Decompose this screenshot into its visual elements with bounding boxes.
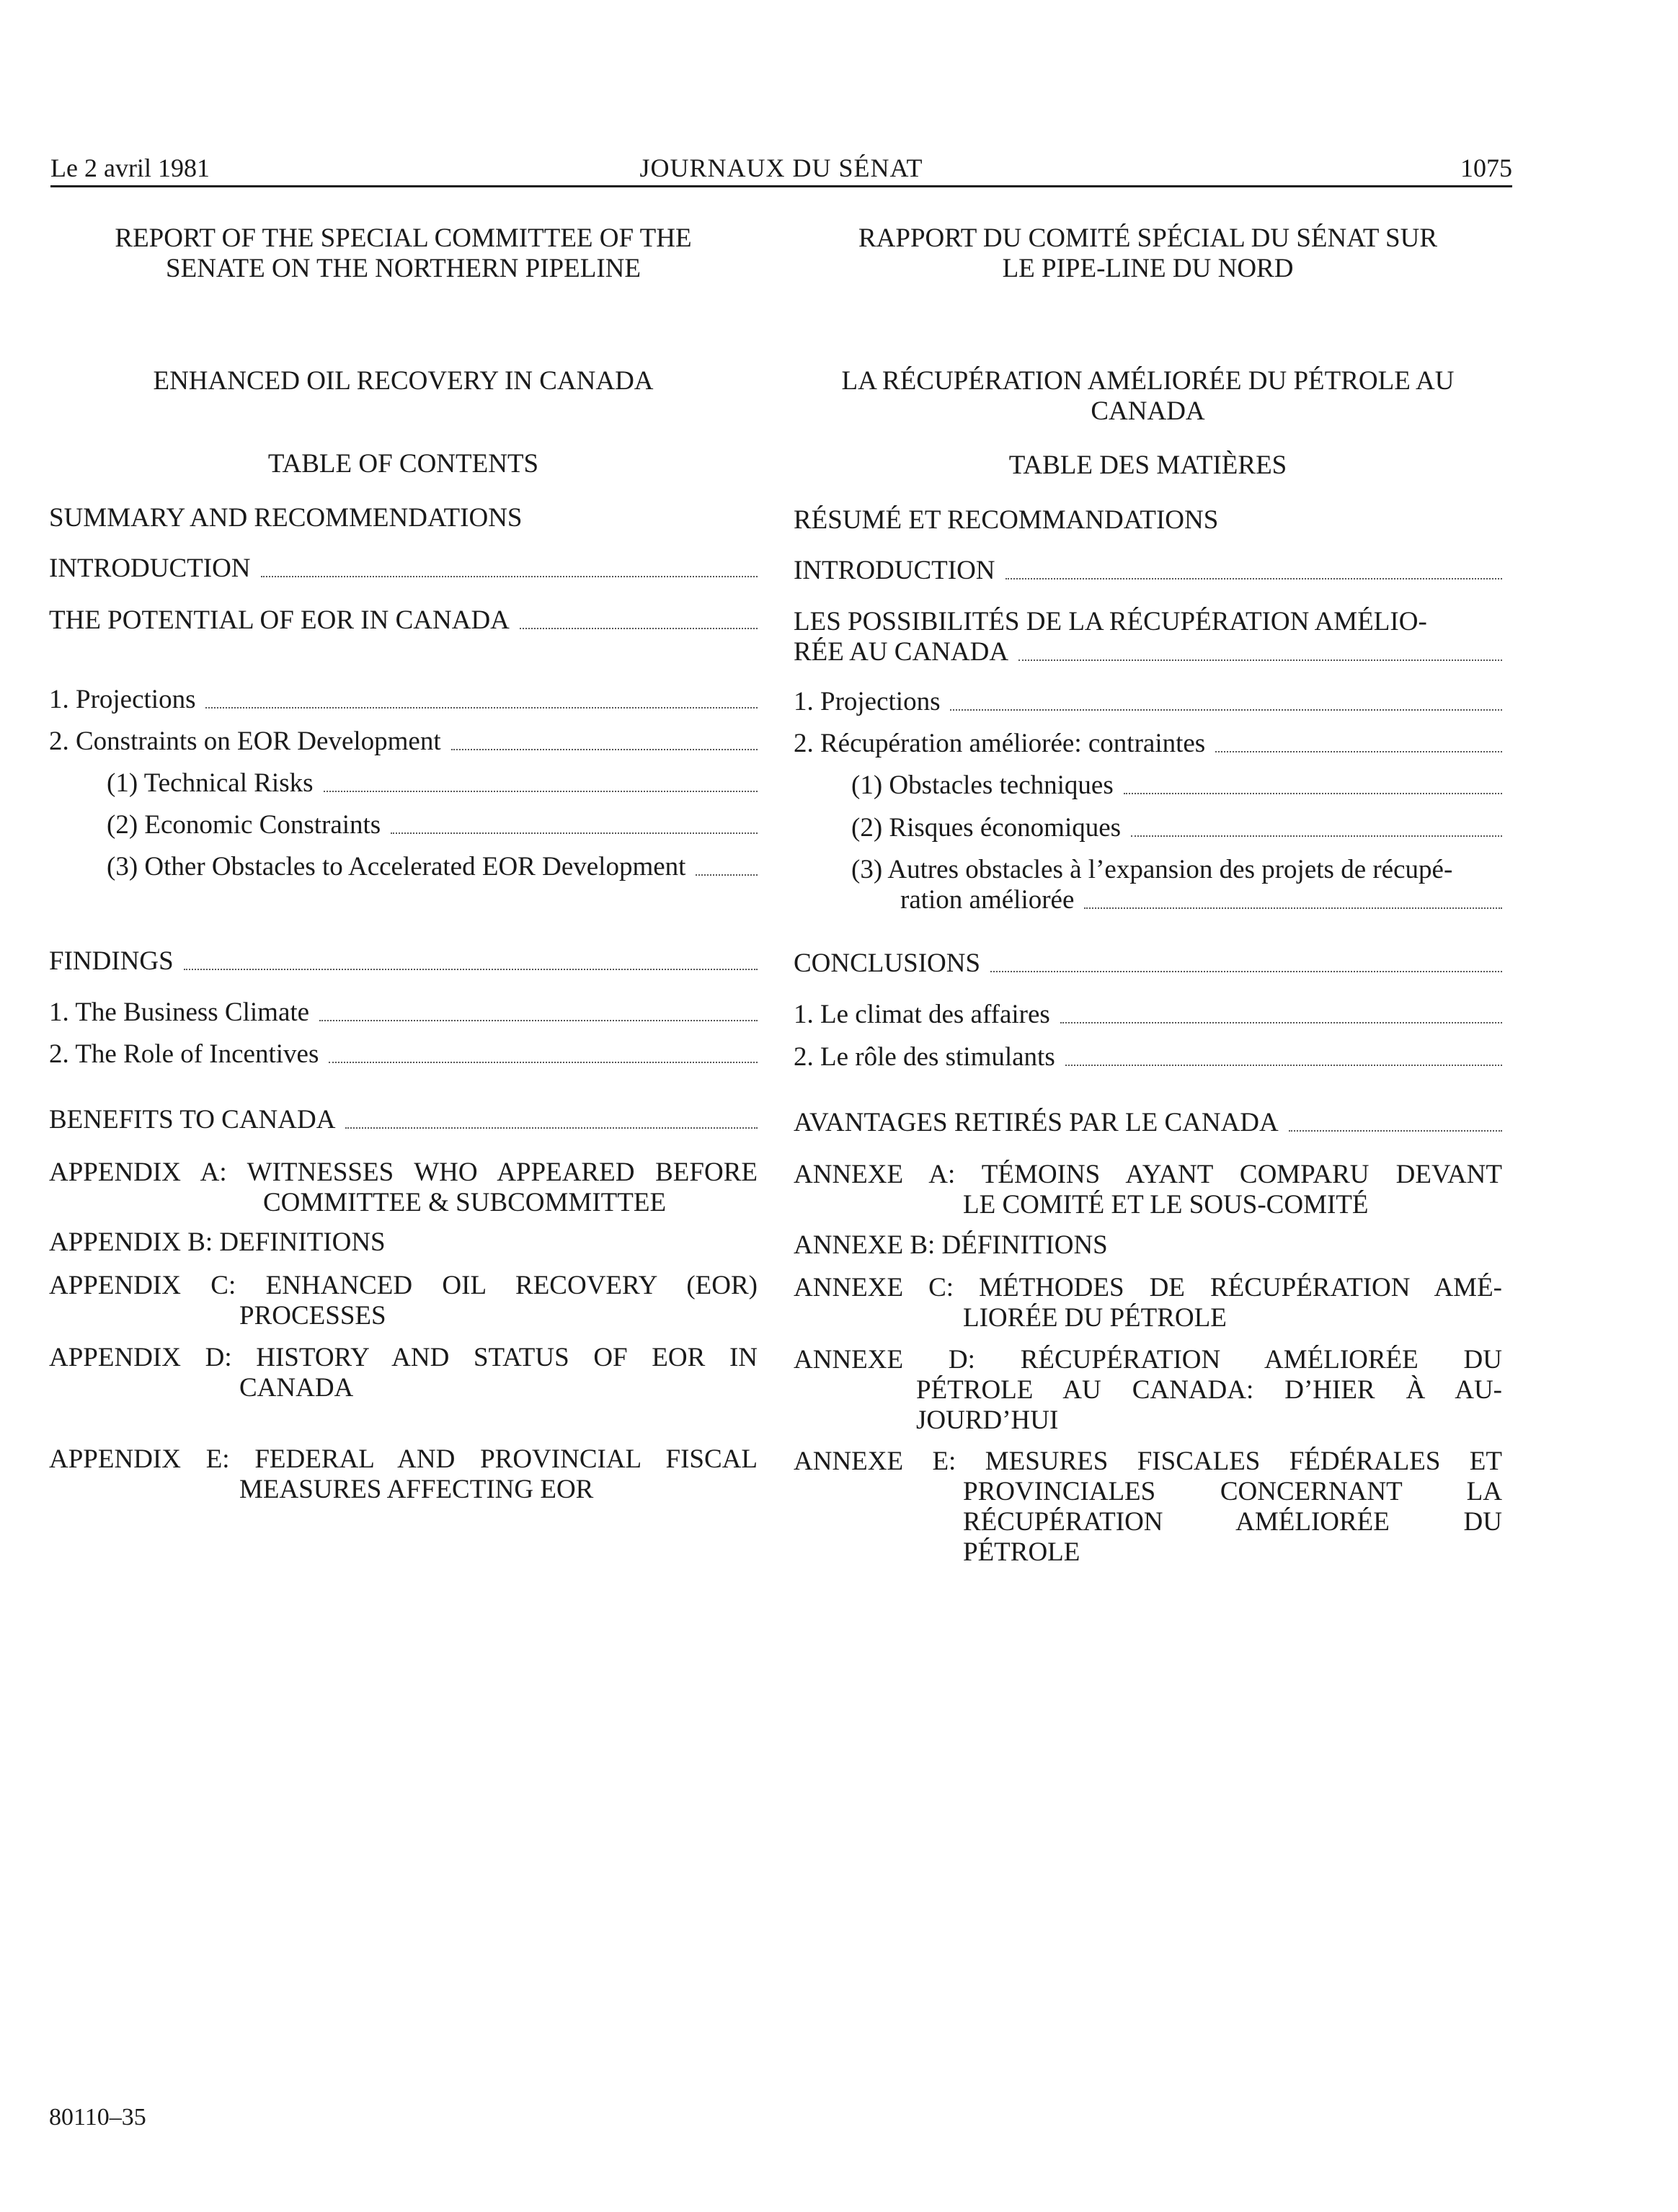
toc-summary-fr: RÉSUMÉ ET RECOMMANDATIONS	[794, 505, 1219, 535]
leader-dots	[1006, 578, 1502, 579]
header-date: Le 2 avril 1981	[50, 154, 210, 182]
toc-appendix-a-en: APPENDIX A: WITNESSES WHO APPEARED BEFORE COMMITTEE & SUBCOMMITTEE	[49, 1158, 758, 1217]
leader-dots	[1018, 659, 1502, 661]
print-code: 80110–35	[49, 2104, 146, 2131]
toc-annex-c-fr: ANNEXE C: MÉTHODES DE RÉCUPÉRATION AMÉ- LIORÉE DU PÉTROLE	[794, 1273, 1502, 1333]
header-rule	[50, 185, 1512, 187]
toc-heading-fr: TABLE DES MATIÈRES	[1008, 450, 1287, 480]
leader-dots	[329, 1062, 758, 1063]
toc-economic-risks-fr: (2) Risques économiques	[794, 813, 1502, 843]
toc-summary-en: SUMMARY AND RECOMMENDATIONS	[49, 503, 523, 533]
leader-dots	[1065, 1065, 1502, 1066]
toc-benefits-fr: AVANTAGES RETIRÉS PAR LE CANADA	[794, 1108, 1502, 1138]
leader-dots	[391, 832, 758, 834]
leader-dots	[324, 791, 758, 792]
toc-technical-obstacles-fr: (1) Obstacles techniques	[794, 770, 1502, 801]
leader-dots	[1084, 907, 1502, 909]
toc-role-incentives-fr: 2. Le rôle des stimulants	[794, 1042, 1502, 1072]
toc-projections-en: 1. Projections	[49, 685, 758, 715]
toc-technical-risks-en: (1) Technical Risks	[49, 768, 758, 799]
leader-dots	[1289, 1130, 1502, 1132]
report-title-line: LE PIPE-LINE DU NORD	[1002, 254, 1294, 283]
leader-dots	[319, 1020, 758, 1021]
leader-dots	[345, 1127, 758, 1129]
toc-business-climate-fr: 1. Le climat des affaires	[794, 1000, 1502, 1030]
leader-dots	[990, 971, 1502, 972]
toc-other-obstacles-en: (3) Other Obstacles to Accelerated EOR Development	[49, 852, 758, 882]
leader-dots	[451, 749, 758, 750]
toc-heading-en: TABLE OF CONTENTS	[267, 449, 539, 479]
report-title-line: REPORT OF THE SPECIAL COMMITTEE OF THE	[115, 223, 692, 253]
running-header	[50, 150, 1512, 186]
leader-dots	[1215, 751, 1502, 752]
toc-appendix-c-en: APPENDIX C: ENHANCED OIL RECOVERY (EOR) PROCESSES	[49, 1271, 758, 1331]
toc-introduction-en: INTRODUCTION	[49, 554, 758, 584]
leader-dots	[1060, 1022, 1502, 1023]
leader-dots	[261, 576, 758, 577]
leader-dots	[1131, 835, 1502, 837]
toc-conclusions-fr: CONCLUSIONS	[794, 949, 1502, 979]
leader-dots	[184, 969, 758, 970]
report-title-line: SENATE ON THE NORTHERN PIPELINE	[166, 254, 641, 283]
toc-constraints-fr: 2. Récupération améliorée: contraintes	[794, 729, 1502, 759]
subject-title-fr: LA RÉCUPÉRATION AMÉLIORÉE DU PÉTROLE AU CANADA	[841, 366, 1455, 426]
leader-dots	[1124, 793, 1502, 794]
leader-dots	[696, 874, 758, 876]
subject-title-en: ENHANCED OIL RECOVERY IN CANADA	[153, 366, 654, 396]
toc-findings-en: FINDINGS	[49, 946, 758, 977]
toc-potential-fr: LES POSSIBILITÉS DE LA RÉCUPÉRATION AMÉLIO- RÉE AU CANADA	[794, 607, 1502, 667]
report-title-line: RAPPORT DU COMITÉ SPÉCIAL DU SÉNAT SUR	[858, 223, 1437, 253]
toc-other-obstacles-fr: (3) Autres obstacles à l’expansion des projets de récupé- ration améliorée	[794, 855, 1502, 915]
header-journal-title: JOURNAUX DU SÉNAT	[639, 154, 923, 182]
toc-annex-a-fr: ANNEXE A: TÉMOINS AYANT COMPARU DEVANT LE COMITÉ ET LE SOUS-COMITÉ	[794, 1160, 1502, 1220]
toc-economic-constraints-en: (2) Economic Constraints	[49, 810, 758, 840]
toc-appendix-e-en: APPENDIX E: FEDERAL AND PROVINCIAL FISCAL MEASURES AFFECTING EOR	[49, 1444, 758, 1504]
toc-potential-en: THE POTENTIAL OF EOR IN CANADA	[49, 605, 758, 636]
header-page-number: 1075	[1460, 154, 1512, 182]
toc-annex-d-fr: ANNEXE D: RÉCUPÉRATION AMÉLIORÉE DU PÉTROLE AU CANADA: D’HIER À AU- JOURD’HUI	[794, 1345, 1502, 1435]
toc-introduction-fr: INTRODUCTION	[794, 556, 1502, 586]
leader-dots	[520, 628, 758, 629]
toc-role-incentives-en: 2. The Role of Incentives	[49, 1039, 758, 1070]
toc-annex-b-fr: ANNEXE B: DÉFINITIONS	[794, 1230, 1108, 1260]
report-title-en	[49, 223, 758, 284]
toc-benefits-en: BENEFITS TO CANADA	[49, 1105, 758, 1135]
toc-business-climate-en: 1. The Business Climate	[49, 998, 758, 1028]
leader-dots	[950, 709, 1502, 711]
toc-constraints-en: 2. Constraints on EOR Development	[49, 727, 758, 757]
toc-appendix-d-en: APPENDIX D: HISTORY AND STATUS OF EOR IN CANADA	[49, 1343, 758, 1403]
leader-dots	[205, 707, 758, 709]
report-title-fr	[794, 223, 1502, 284]
toc-projections-fr: 1. Projections	[794, 687, 1502, 717]
toc-appendix-b-en: APPENDIX B: DEFINITIONS	[49, 1227, 386, 1257]
toc-annex-e-fr: ANNEXE E: MESURES FISCALES FÉDÉRALES ET PROVINCIALES CONCERNANT LA RÉCUPÉRATION AMÉLIORÉE DU PÉTROLE	[794, 1447, 1502, 1567]
